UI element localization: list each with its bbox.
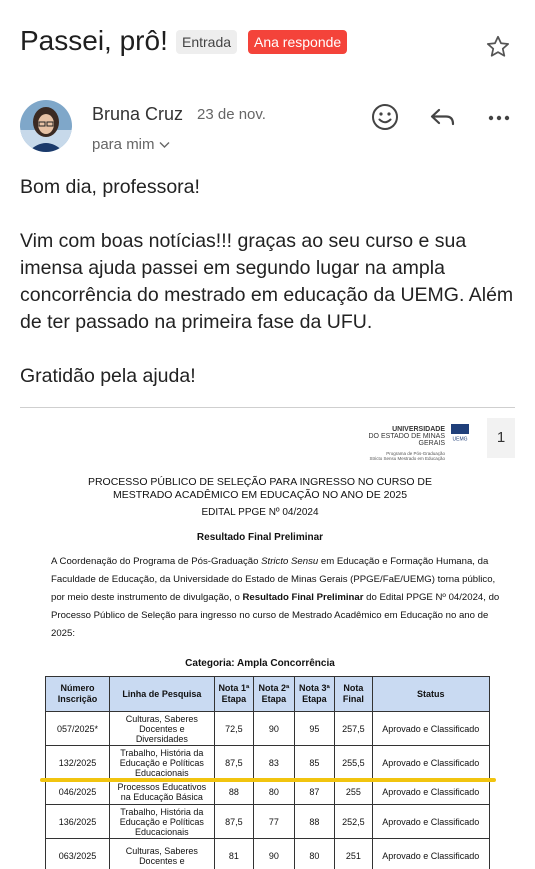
table-cell: 80 [294, 839, 335, 869]
table-cell: 77 [254, 805, 295, 839]
table-cell: 87 [294, 780, 335, 805]
table-row [46, 839, 490, 869]
highlight-underline [40, 778, 496, 782]
table-cell: 136/2025 [46, 805, 110, 839]
attached-document[interactable] [20, 410, 515, 869]
table-cell: 80 [254, 780, 295, 805]
table-cell: 90 [254, 839, 295, 869]
table-cell: Aprovado e Classificado [372, 839, 489, 869]
table-row [46, 746, 490, 780]
document-category: Categoria: Ampla Concorrência [185, 658, 335, 669]
col-header: Nota 2ª Etapa [254, 677, 295, 712]
table-cell: 252,5 [335, 805, 372, 839]
table-cell: 95 [294, 712, 335, 746]
table-cell: Culturas, Saberes Docentes e Diversidades [110, 712, 215, 746]
table-cell: 251 [335, 839, 372, 869]
label-ana-responde[interactable]: Ana responde [248, 30, 347, 54]
table-cell: 90 [254, 712, 295, 746]
university-line1: UNIVERSIDADE [392, 426, 445, 433]
para-e: do Edital PPGE Nº 04/2024, do Processo Público de Seleção para ingresso no curso de Mestrado Acadêmico em Educação no ano de 2025: [51, 592, 500, 639]
table-cell: Trabalho, História da Educação e Políticas Educacionais [110, 746, 215, 780]
document-paragraph [51, 553, 511, 643]
table-cell: Aprovado e Classificado [372, 712, 489, 746]
table-cell: Processos Educativos na Educação Básica [110, 780, 215, 805]
table-cell: 88 [294, 805, 335, 839]
para-a: A Coordenação do Programa de Pós-Graduação [51, 556, 262, 567]
table-cell: 81 [214, 839, 253, 869]
col-header: Status [372, 677, 489, 712]
table-cell: 255,5 [335, 746, 372, 780]
divider [20, 407, 515, 408]
university-line3: Programa de Pós-Graduação [386, 451, 445, 456]
email-body [20, 174, 520, 417]
table-cell: Aprovado e Classificado [372, 780, 489, 805]
results-table [45, 676, 490, 869]
reply-icon[interactable] [428, 102, 458, 132]
para-b: Stricto Sensu [261, 556, 319, 567]
emoji-icon[interactable] [370, 102, 400, 132]
table-cell: 132/2025 [46, 746, 110, 780]
university-line2: DO ESTADO DE MINAS GERAIS [368, 433, 445, 447]
table-row [46, 712, 490, 746]
body-thanks: Gratidão pela ajuda! [20, 365, 196, 387]
table-cell: Aprovado e Classificado [372, 746, 489, 780]
table-cell: 255 [335, 780, 372, 805]
col-header: Nota 3ª Etapa [294, 677, 335, 712]
page-number: 1 [487, 418, 515, 458]
table-cell: 257,5 [335, 712, 372, 746]
chevron-down-icon [159, 138, 170, 152]
recipient-toggle[interactable] [92, 136, 170, 153]
table-cell: 063/2025 [46, 839, 110, 869]
table-cell: 057/2025* [46, 712, 110, 746]
table-cell: 87,5 [214, 746, 253, 780]
para-c: em Educação e Formação Humana, da Faculdade de Educação, da Universidade do Estado de Minas Gerais (PPGE/FaE/UEMG) torna público, por meio deste instrumento de divulgação, o [51, 556, 496, 603]
table-cell: 88 [214, 780, 253, 805]
document-edital: EDITAL PPGE Nº 04/2024 [201, 507, 319, 518]
table-header-row [46, 677, 490, 712]
col-header: Linha de Pesquisa [110, 677, 215, 712]
document-title: PROCESSO PÚBLICO DE SELEÇÃO PARA INGRESSO NO CURSO DE MESTRADO ACADÊMICO EM EDUCAÇÃO NO ANO DE 2025 [87, 476, 433, 501]
sender-name[interactable]: Bruna Cruz [92, 104, 184, 124]
email-subject: Passei, prô! [20, 25, 168, 56]
table-cell: 72,5 [214, 712, 253, 746]
table-row [46, 805, 490, 839]
para-d: Resultado Final Preliminar [242, 592, 364, 603]
more-icon[interactable] [484, 102, 514, 132]
table-cell: Culturas, Saberes Docentes e [110, 839, 215, 869]
body-greeting: Bom dia, professora! [20, 176, 200, 198]
logo-text: UEMG [452, 436, 468, 442]
table-cell: 87,5 [214, 805, 253, 839]
university-line4: Stricto Sensu Mestrado em Educação [369, 456, 445, 461]
table-cell: Aprovado e Classificado [372, 805, 489, 839]
col-header: Nota 1ª Etapa [214, 677, 253, 712]
university-logo-icon [451, 424, 469, 442]
star-icon[interactable] [484, 33, 512, 61]
table-cell: 85 [294, 746, 335, 780]
body-message: Vim com boas notícias!!! graças ao seu curso e sua imensa ajuda passei em segundo lugar na ampla concorrência do mestrado em educação da UEMG. Além de ter passado na primeira fase da UFU. [20, 230, 514, 333]
table-cell: Trabalho, História da Educação e Políticas Educacionais [110, 805, 215, 839]
table-cell: 046/2025 [46, 780, 110, 805]
avatar[interactable] [20, 100, 72, 152]
table-row [46, 780, 490, 805]
university-header [345, 426, 445, 461]
col-header: Nota Final [335, 677, 372, 712]
label-inbox[interactable]: Entrada [176, 30, 237, 54]
col-header: Número Inscrição [46, 677, 110, 712]
recipient-label: para mim [92, 136, 155, 153]
table-cell: 83 [254, 746, 295, 780]
email-date: 23 de nov. [197, 106, 266, 123]
document-result-title: Resultado Final Preliminar [196, 532, 324, 543]
